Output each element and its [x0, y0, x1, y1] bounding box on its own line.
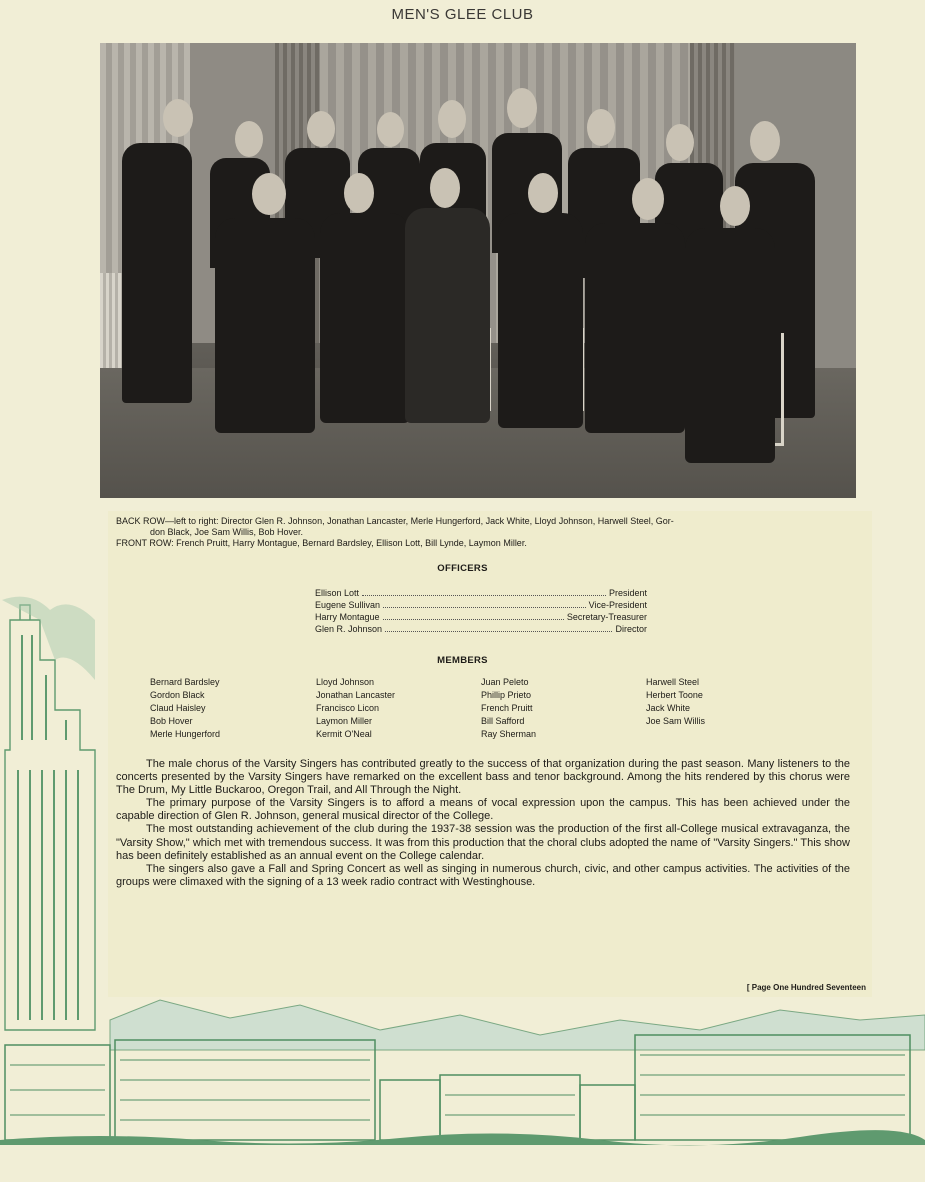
- person-front-2: [320, 213, 410, 423]
- members-column-3: [481, 676, 536, 741]
- member-name: Harwell Steel: [646, 677, 700, 687]
- person-front-3: [405, 208, 490, 423]
- head-back-3: [307, 111, 335, 147]
- member-name: Claud Haisley: [150, 703, 206, 713]
- member-name: Phillip Prieto: [481, 690, 532, 700]
- paragraph: The singers also gave a Fall and Spring Concert as well as singing in numerous church, civic, and other campus activities. The activities of the groups were climaxed with the signing of a 13 week radio contract with Westinghouse.: [116, 862, 850, 888]
- campus-skyline-illustration: [0, 990, 925, 1150]
- head-back-6: [507, 88, 537, 128]
- caption-panel: [108, 511, 872, 997]
- head-back-8: [666, 124, 694, 161]
- member-name: Merle Hungerford: [150, 729, 221, 739]
- person-front-4: [498, 213, 583, 428]
- officer-row: [315, 611, 647, 623]
- officer-role: President: [608, 588, 647, 598]
- paragraph: The primary purpose of the Varsity Singers is to afford a means of vocal expression upon the campus. This has been achieved under the capable direction of Glen R. Johnson, general musical director of the College.: [116, 797, 850, 823]
- person-back-1: [122, 143, 192, 403]
- member-name: Juan Peleto: [481, 677, 529, 687]
- officer-row: [315, 623, 647, 635]
- head-front-1: [252, 173, 286, 215]
- head-front-6: [720, 186, 750, 226]
- group-photo: [100, 43, 856, 498]
- member-name: Joe Sam Willis: [646, 716, 706, 726]
- officer-name: Glen R. Johnson: [315, 624, 383, 634]
- head-back-1: [163, 99, 193, 137]
- row-captions: [116, 516, 856, 549]
- head-back-7: [587, 109, 615, 146]
- paragraph: The most outstanding achievement of the club during the 1937-38 session was the production of the first all-College musical extravaganza, the "Varsity Show," which met with tremendous success. It was from this production that the choral clubs adopted the name of "Varsity Singers." This show has been definitely established as an annual event on the College calendar.: [116, 823, 850, 862]
- back-row-caption-continued: don Black, Joe Sam Willis, Bob Hover.: [150, 527, 304, 537]
- head-front-5: [632, 178, 664, 220]
- leader-dots: [383, 619, 564, 620]
- page-title: MEN'S GLEE CLUB: [391, 6, 534, 23]
- member-name: Bernard Bardsley: [150, 677, 220, 687]
- officer-role: Vice-President: [588, 600, 647, 610]
- member-name: Jack White: [646, 703, 691, 713]
- head-front-4: [528, 173, 558, 213]
- front-row-caption: FRONT ROW: French Pruitt, Harry Montague, Bernard Bardsley, Ellison Lott, Bill Lynde, Laymon Miller.: [116, 538, 527, 548]
- head-back-5: [438, 100, 466, 138]
- person-front-5: [585, 223, 685, 433]
- member-name: Lloyd Johnson: [316, 677, 375, 687]
- person-front-6: [685, 228, 775, 463]
- leader-dots: [385, 631, 612, 632]
- head-front-3: [430, 168, 460, 208]
- member-name: Gordon Black: [150, 690, 205, 700]
- member-name: French Pruitt: [481, 703, 533, 713]
- member-name: Kermit O'Neal: [316, 729, 372, 739]
- member-name: Ray Sherman: [481, 729, 537, 739]
- leader-dots: [362, 595, 606, 596]
- member-name: Francisco Licon: [316, 703, 380, 713]
- members-heading: MEMBERS: [437, 655, 488, 666]
- member-name: Bob Hover: [150, 716, 193, 726]
- officer-role: Secretary-Treasurer: [566, 612, 647, 622]
- article-body: [116, 758, 850, 889]
- member-name: Herbert Toone: [646, 690, 703, 700]
- page-number: [ Page One Hundred Seventeen: [746, 983, 866, 992]
- members-column-4: [646, 676, 705, 728]
- members-column-2: [316, 676, 395, 741]
- head-back-9: [750, 121, 780, 161]
- officer-row: [315, 599, 647, 611]
- officers-heading: OFFICERS: [437, 563, 488, 574]
- officer-name: Eugene Sullivan: [315, 600, 381, 610]
- officer-name: Ellison Lott: [315, 588, 360, 598]
- head-back-4: [377, 112, 404, 147]
- officer-row: [315, 587, 647, 599]
- paragraph: The male chorus of the Varsity Singers has contributed greatly to the success of that organization during the past season. Many listeners to the concerts presented by the Varsity Singers have remarked on the excellent bass and tenor background. Among the hits rendered by this chorus were The Drum, My Little Buckaroo, Oregon Trail, and All Through the Night.: [116, 758, 850, 797]
- officer-role: Director: [615, 624, 647, 634]
- leader-dots: [383, 607, 586, 608]
- person-front-1: [215, 218, 315, 433]
- head-front-2: [344, 173, 374, 213]
- member-name: Laymon Miller: [316, 716, 373, 726]
- member-name: Jonathan Lancaster: [316, 690, 396, 700]
- officer-list: [315, 587, 647, 635]
- officer-name: Harry Montague: [315, 612, 380, 622]
- back-row-caption: BACK ROW—left to right: Director Glen R. Johnson, Jonathan Lancaster, Merle Hungerford, Jack White, Lloyd Johnson, Harwell Steel, Gor-: [116, 516, 674, 526]
- members-column-1: [150, 676, 220, 741]
- member-name: Bill Safford: [481, 716, 525, 726]
- head-back-2: [235, 121, 263, 157]
